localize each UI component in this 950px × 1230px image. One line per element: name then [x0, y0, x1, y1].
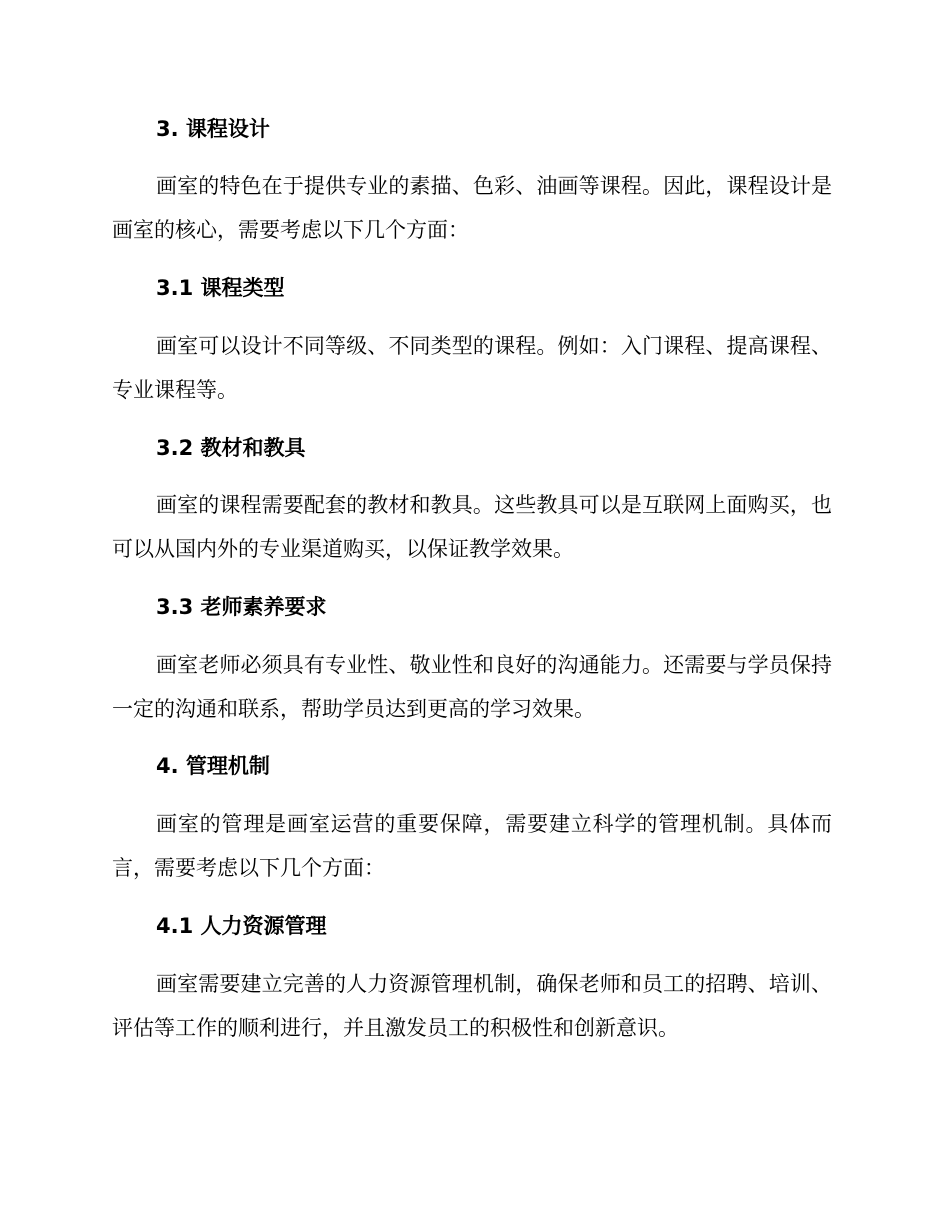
paragraph-3-3: 画室老师必须具有专业性、敬业性和良好的沟通能力。还需要与学员保持一定的沟通和联系，帮助学员达到更高的学习效果。 — [112, 653, 832, 721]
section-heading-4: 4. 管理机制 — [156, 754, 270, 778]
paragraph-4-1: 画室需要建立完善的人力资源管理机制，确保老师和员工的招聘、培训、评估等工作的顺利进行，并且激发员工的积极性和创新意识。 — [112, 972, 832, 1040]
section-heading-3-3: 3.3 老师素养要求 — [156, 595, 327, 619]
section-heading-3: 3. 课程设计 — [156, 117, 270, 141]
paragraph-3-2: 画室的课程需要配套的教材和教具。这些教具可以是互联网上面购买，也可以从国内外的专业渠道购买，以保证教学效果。 — [112, 493, 832, 561]
section-heading-4-1: 4.1 人力资源管理 — [156, 914, 327, 938]
paragraph-3-intro: 画室的特色在于提供专业的素描、色彩、油画等课程。因此，课程设计是画室的核心，需要考虑以下几个方面： — [112, 174, 832, 242]
section-heading-3-1: 3.1 课程类型 — [156, 276, 285, 300]
paragraph-4-intro: 画室的管理是画室运营的重要保障，需要建立科学的管理机制。具体而言，需要考虑以下几个方面： — [112, 812, 832, 880]
paragraph-3-1: 画室可以设计不同等级、不同类型的课程。例如：入门课程、提高课程、专业课程等。 — [112, 334, 832, 402]
section-heading-3-2: 3.2 教材和教具 — [156, 436, 306, 460]
